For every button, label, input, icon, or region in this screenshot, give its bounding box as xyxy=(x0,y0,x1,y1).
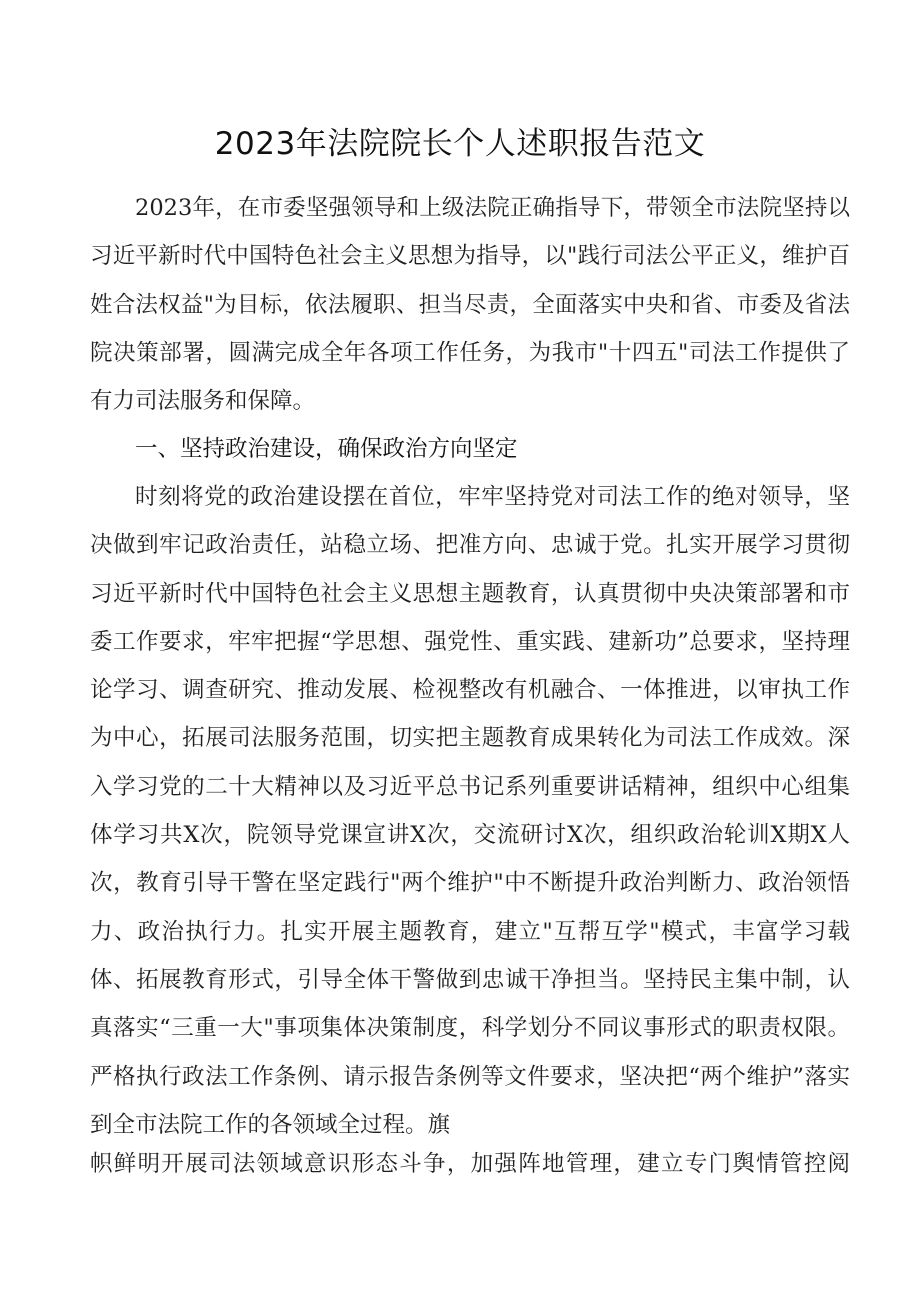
paragraph-political-building: 时刻将党的政治建设摆在首位，牢牢坚持党对司法工作的绝对领导，坚决做到牢记政治责任，站稳立场、把准方向、忠诚于党。扎实开展学习贯彻习近平新时代中国特色社会主义思想主题教育，认真贯彻中央决策部署和市委工作要求，牢牢把握“学思想、强党性、重实践、建新功”总要求，坚持理论学习、调查研究、推动发展、检视整改有机融合、一体推进，以审执工作为中心，拓展司法服务范围，切实把主题教育成果转化为司法工作成效。深入学习党的二十大精神以及习近平总书记系列重要讲话精神，组织中心组集体学习共X次，院领导党课宣讲X次，交流研讨X次，组织政治轮训X期X人次，教育引导干警在坚定践行"两个维护"中不断提升政治判断力、政治领悟力、政治执行力。扎实开展主题教育，建立"互帮互学"模式，丰富学习载体、拓展教育形式，引导全体干警做到忠诚干净担当。坚持民主集中制，认真落实“三重一大"事项集体决策制度，科学划分不同议事形式的职责权限。严格执行政法工作条例、请示报告条例等文件要求，坚决把“两个维护”落实到全市法院工作的各领域全过程。旗 xyxy=(90,484,850,1138)
section-heading-1: 一、坚持政治建设，确保政治方向坚定 xyxy=(135,436,518,462)
document-title: 2023年法院院长个人述职报告范文 xyxy=(214,126,706,162)
paragraph-intro: 2023年，在市委坚强领导和上级法院正确指导下，带领全市法院坚持以习近平新时代中国特色社会主义思想为指导，以"践行司法公平正义，维护百姓合法权益"为目标，依法履职、担当尽责，全面落实中央和省、市委及省法院决策部署，圆满完成全年各项工作任务，为我市"十四五"司法工作提供了有力司法服务和保障。 xyxy=(90,195,850,415)
paragraph-continued: 帜鲜明开展司法领域意识形态斗争，加强阵地管理，建立专门舆情管控阅 xyxy=(90,1151,850,1177)
